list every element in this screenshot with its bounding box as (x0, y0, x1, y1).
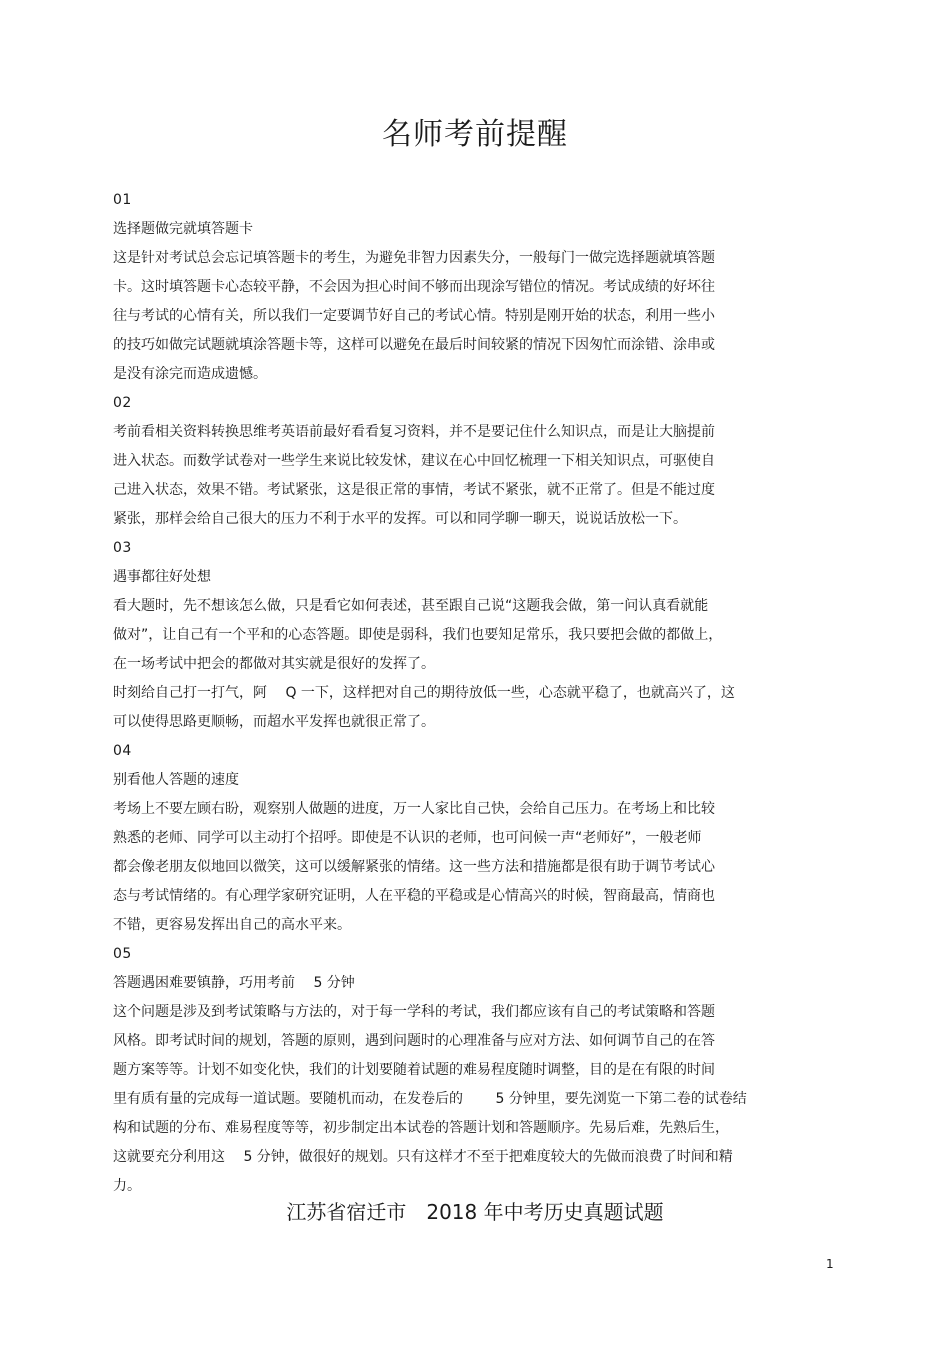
paragraph-line: 题方案等等。计划不如变化快，我们的计划要随着试题的难易程度随时调整，目的是在有限的时间 (113, 1062, 715, 1078)
section-02 (113, 389, 813, 534)
paragraph-line: 做对”，让自己有一个平和的心态答题。即使是弱科，我们也要知足常乐，我只要把会做的都做上， (113, 627, 723, 643)
paragraph-line: 考前看相关资料转换思维考英语前最好看看复习资料，并不是要记住什么知识点，而是让大脑提前 (113, 424, 715, 440)
paragraph-line: 不错，更容易发挥出自己的高水平来。 (113, 917, 351, 933)
paragraph-line: 的技巧如做完试题就填涂答题卡等，这样可以避免在最后时间较紧的情况下因匆忙而涂错、涂串或 (113, 337, 715, 353)
paragraph-line: 风格。即考试时间的规划，答题的原则，遇到问题时的心理准备与应对方法、如何调节自己的在答 (113, 1033, 715, 1049)
paragraph-line: 进入状态。而数学试卷对一些学生来说比较发怵，建议在心中回忆梳理一下相关知识点，可驱使自 (113, 453, 715, 469)
section-number: 01 (113, 192, 132, 208)
section-03 (113, 534, 813, 737)
paragraph-line: 紧张，那样会给自己很大的压力不利于水平的发挥。可以和同学聊一聊天，说说话放松一下。 (113, 511, 687, 527)
paragraph-line: 可以使得思路更顺畅，而超水平发挥也就很正常了。 (113, 714, 435, 730)
paragraph-line: 卡。这时填答题卡心态较平静，不会因为担心时间不够而出现涂写错位的情况。考试成绩的好坏往 (113, 279, 715, 295)
page-title: 名师考前提醒 (382, 117, 568, 152)
section-05 (113, 940, 813, 1201)
section-04 (113, 737, 813, 940)
section-number: 05 (113, 946, 132, 962)
paragraph-line: 都会像老朋友似地回以微笑，这可以缓解紧张的情绪。这一些方法和措施都是很有助于调节考试心 (113, 859, 715, 875)
section-heading: 遇事都往好处想 (113, 569, 211, 585)
exam-title: 江苏省宿迁市 2018 年中考历史真题试题 (286, 1200, 664, 1224)
paragraph-line: 态与考试情绪的。有心理学家研究证明，人在平稳的平稳或是心情高兴的时候，智商最高，情商也 (113, 888, 715, 904)
paragraph-line: 这个问题是涉及到考试策略与方法的，对于每一学科的考试，我们都应该有自己的考试策略和答题 (113, 1004, 715, 1020)
paragraph-line: 是没有涂完而造成遗憾。 (113, 366, 267, 382)
paragraph-line: 熟悉的老师、同学可以主动打个招呼。即使是不认识的老师，也可问候一声“老师好”，一般老师 (113, 830, 702, 846)
page-number: 1 (826, 1257, 834, 1271)
paragraph-line: 己进入状态，效果不错。考试紧张，这是很正常的事情，考试不紧张，就不正常了。但是不能过度 (113, 482, 715, 498)
section-number: 02 (113, 395, 132, 411)
section-number: 03 (113, 540, 132, 556)
paragraph-line: 构和试题的分布、难易程度等等，初步制定出本试卷的答题计划和答题顺序。先易后难，先熟后生， (113, 1120, 729, 1136)
section-heading: 选择题做完就填答题卡 (113, 221, 253, 237)
paragraph-line: 在一场考试中把会的都做对其实就是很好的发挥了。 (113, 656, 435, 672)
section-01 (113, 186, 813, 389)
paragraph-line: 时刻给自己打一打气，阿 Q 一下，这样把对自己的期待放低一些，心态就平稳了，也就高兴了，这 (113, 685, 735, 701)
section-heading: 答题遇困难要镇静，巧用考前 5 分钟 (113, 975, 355, 991)
paragraph-line: 看大题时，先不想该怎么做，只是看它如何表述，甚至跟自己说“这题我会做，第一问认真看就能 (113, 598, 709, 614)
paragraph-line: 考场上不要左顾右盼，观察别人做题的进度，万一人家比自己快，会给自己压力。在考场上和比较 (113, 801, 715, 817)
section-number: 04 (113, 743, 132, 759)
paragraph-line: 往与考试的心情有关，所以我们一定要调节好自己的考试心情。特别是刚开始的状态，利用一些小 (113, 308, 715, 324)
section-heading: 别看他人答题的速度 (113, 772, 239, 788)
paragraph-line: 这是针对考试总会忘记填答题卡的考生，为避免非智力因素失分，一般每门一做完选择题就填答题 (113, 250, 715, 266)
paragraph-line: 力。 (113, 1178, 141, 1194)
document-body (113, 186, 813, 1201)
paragraph-line: 这就要充分利用这 5 分钟，做很好的规划。只有这样才不至于把难度较大的先做而浪费了时间和精 (113, 1149, 733, 1165)
paragraph-line: 里有质有量的完成每一道试题。要随机而动，在发卷后的 5 分钟里，要先浏览一下第二卷的试卷结 (113, 1091, 747, 1107)
